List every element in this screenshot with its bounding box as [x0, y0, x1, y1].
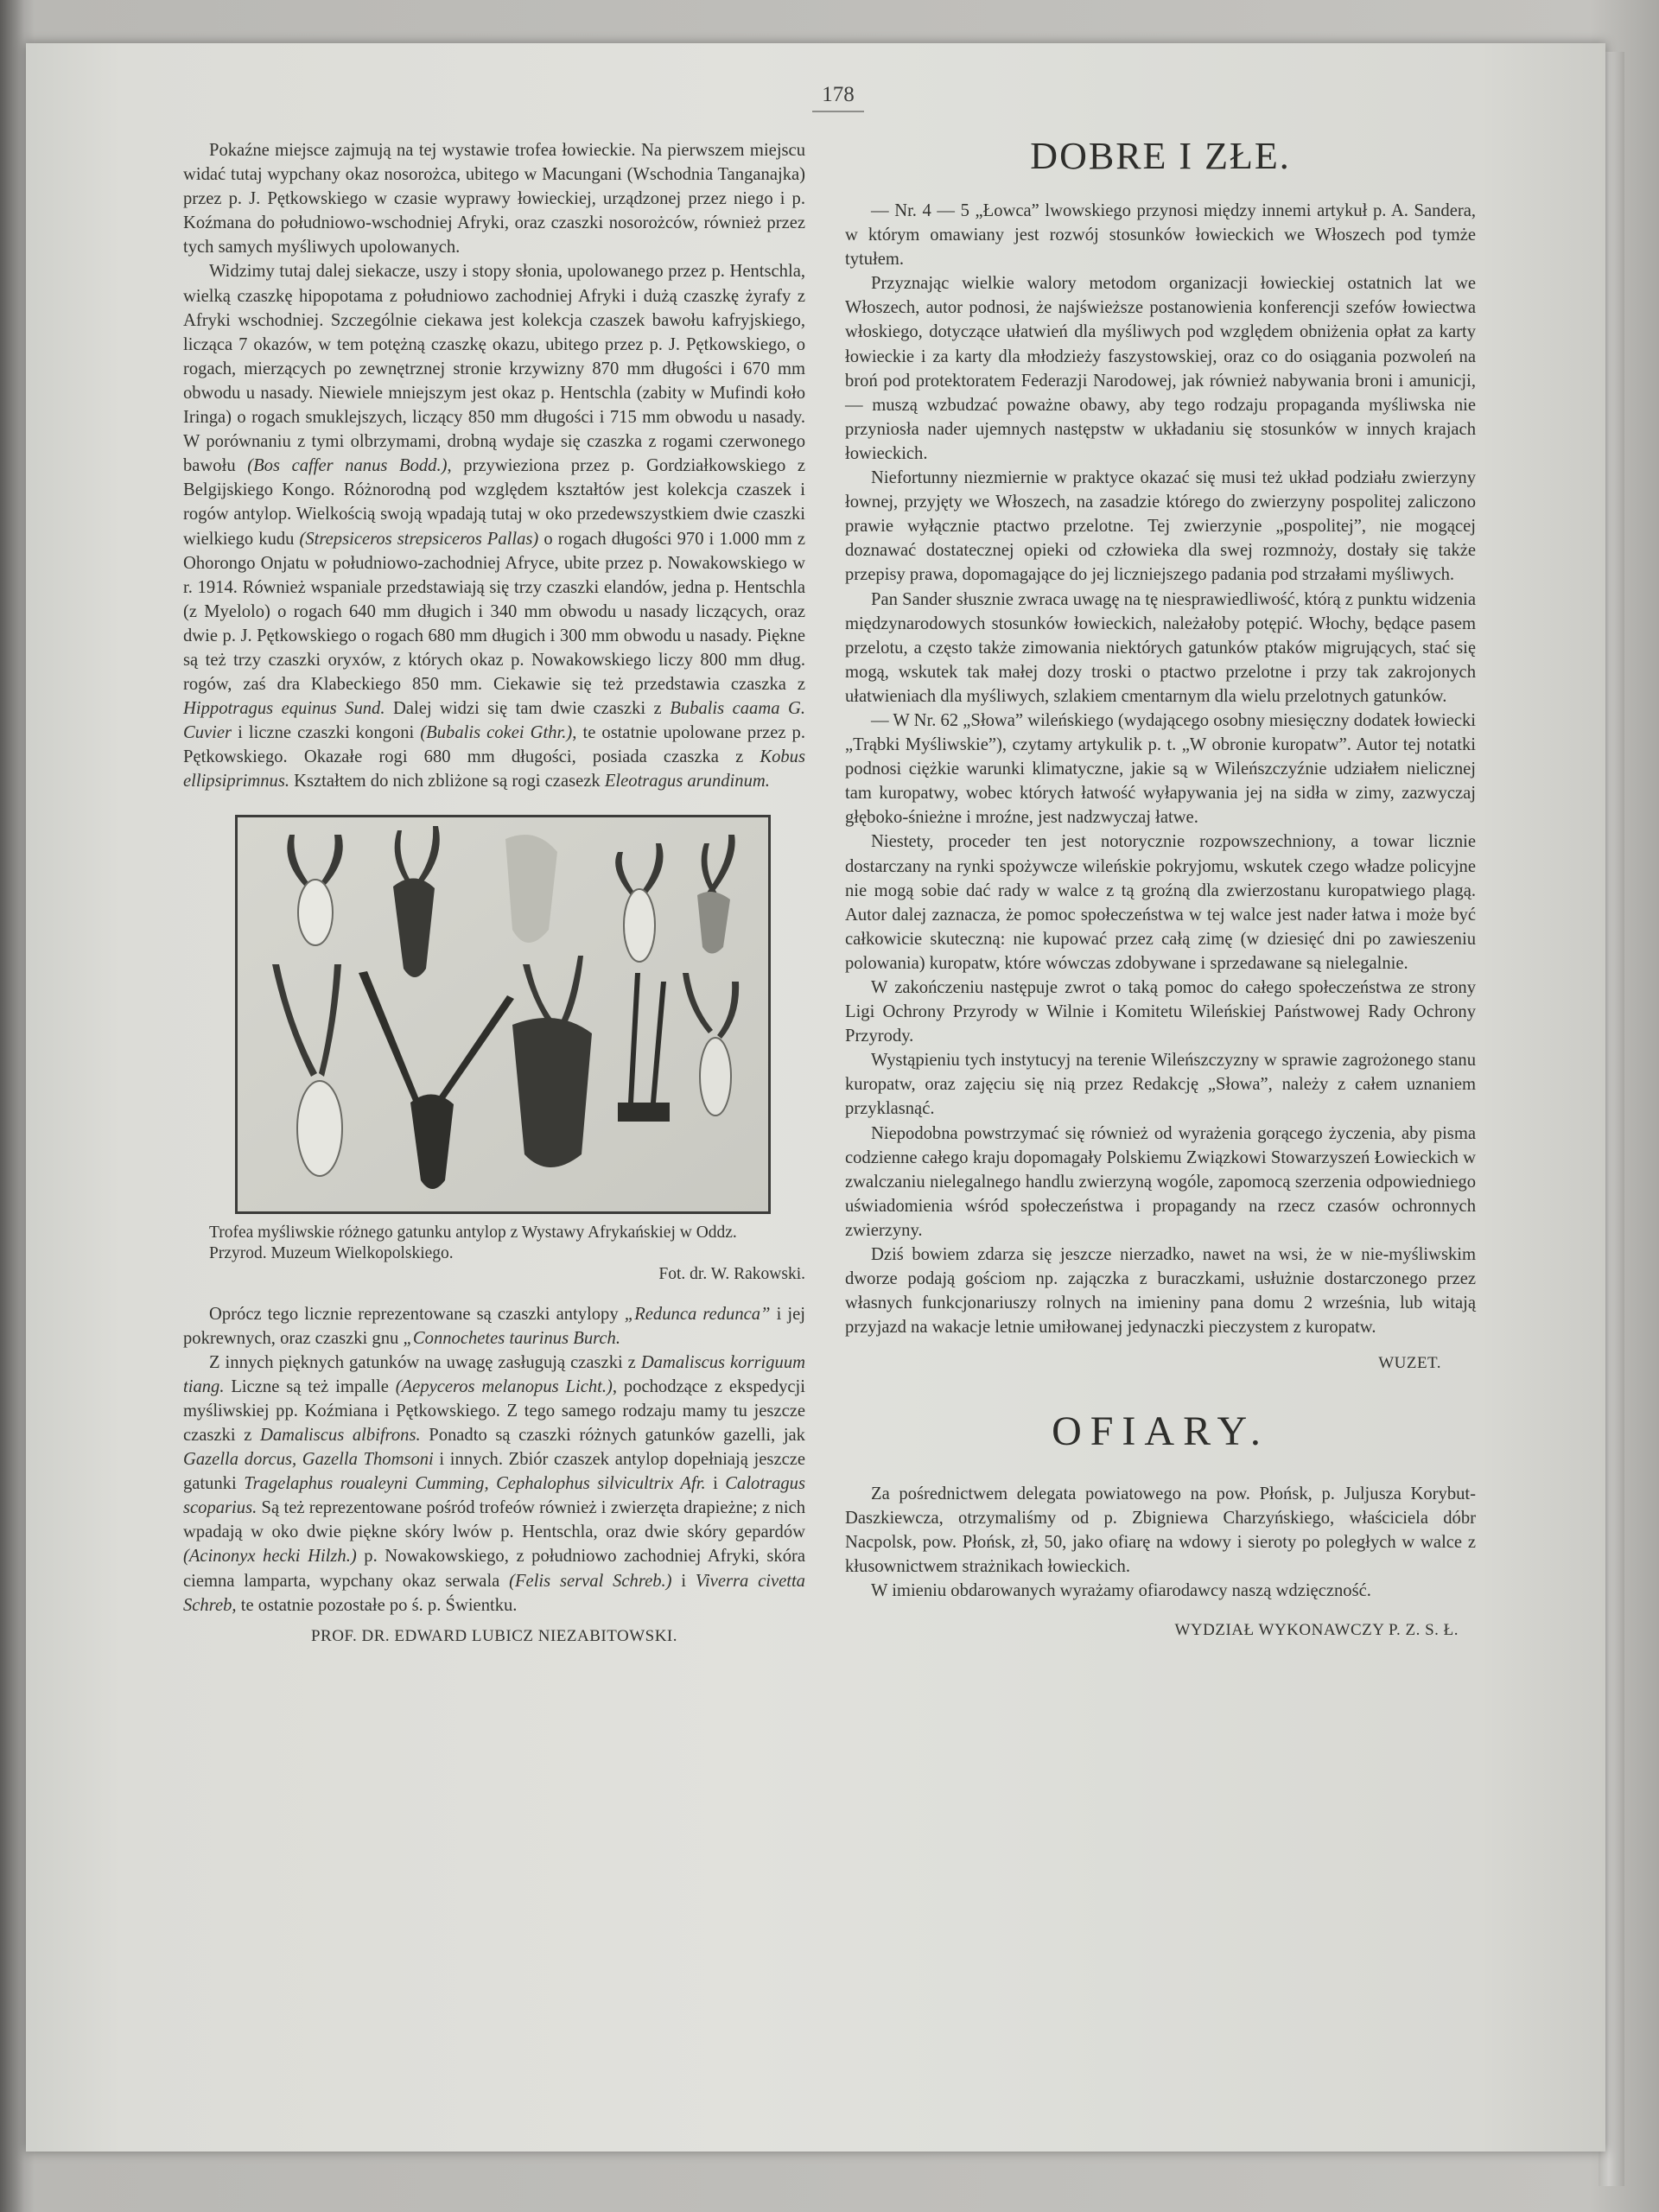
paragraph: Niestety, proceder ten jest notorycznie rozpowszechniony, a towar licznie dostarczany na rynki spożywcze wileńskie pokryjomu, wskutek czego władze policyjne nie mogą sobie dać rady w walce z tą groźną dla zwierzostanu kuropatwiego plagą. Autor dalej zaznacza, że pomoc społeczeństwa w tej walce jest nader łatwa i może być całkowicie skuteczną: nie kupować przez całą zimę (w dziesięć dni po zawieszeniu polowania) kuropatw, które wówczas zdobywane i sprzedawane są nielegalnie. [845, 832, 1476, 973]
paragraph: Dziś bowiem zdarza się jeszcze nierzadko, nawet na wsi, że w nie-myśliwskim dworze podają gościom np. zajączka z buraczkami, usłużnie dostarczonego przez własnych funkcjonariuszy rolnych na imieniny pana domu 2 września, lub witają przyjazd na wakacje letnie umiłowanej jedynaczki pieczystem z kuropatw. [845, 1245, 1476, 1338]
article-signature: PROF. DR. EDWARD LUBICZ NIEZABITOWSKI. [310, 1626, 678, 1645]
paragraph: Przyznając wielkie walory metodom organizacji łowieckiej ostatnich lat we Włoszech, autor podnosi, że najświeższe postanowienia konferencji szefów łowiectwa włoskiego, dotyczące ułatwień dla myśliwych pod względem obniżenia opłat za karty łowieckie i za karty dla młodzieży faszystowskiej, oraz co do osiągania pozwoleń na broń pod protektoratem Federazji Narodowej, jak również nabywania broni i amunicji, — muszą wzbudzać poważne obawy, aby tego rodzaju propaganda myśliwska nie przyniosła nader ujemnych następstw w układaniu się stosunków w innych krajach łowieckich. [845, 274, 1476, 463]
paragraph: — Nr. 4 — 5 „Łowca” lwowskiego przynosi między innemi artykuł p. A. Sandera, w którym omawiany jest rozwój stosunków łowieckich we Włoszech pod tymże tytułem. [845, 201, 1476, 270]
right-column [845, 126, 1476, 1643]
paragraph: Pan Sander słusznie zwraca uwagę na tę niesprawiedliwość, którą z punktu widzenia międzynarodowych stosunków łowieckich, należałoby potępić. Włochy, będące pasem przelotu, a często także zimowania niektórych gatunków ptaków migrujących, stać się mogą, wskutek tak małej dozy troski o ptactwo przelotne i przy tak zakrojonych ułatwieniach dla myśliwych, szlakiem cmentarnym dla wielu przelotnych gatunków. [845, 589, 1476, 706]
paragraph: Pokaźne miejsce zajmują na tej wystawie trofea łowieckie. Na pierwszem miejscu widać tutaj wypchany okaz nosorożca, ubitego w Macungani (Wschodnia Tanganajka) przez p. J. Pętkowskiego w czasie wyprawy łowieckiej, urządzonej przez niego i p. Koźmana do południowo-wschodniej Afryki, oraz czaszki nosorożców, również przez tych samych myśliwych upolowanych. [183, 141, 805, 257]
section-title-ofiary: OFIARY. [1052, 1408, 1269, 1454]
antelope-trophies-photo [235, 815, 771, 1214]
paragraph: Wystąpieniu tych instytucyj na terenie Wileńszczyzny w sprawie zagrożonego stanu kuropatw, oraz zajęciu się nią przez Redakcję „Słowa”, należy z całem uznaniem przyklasnąć. [845, 1051, 1476, 1119]
left-column [183, 138, 805, 1649]
photo-caption: Trofea myśliwskie różnego gatunku antylop z Wystawy Afrykańskiej w Oddz. Przyrod. Muzeum Wielkopolskiego. [209, 1223, 737, 1262]
paragraph: Oprócz tego licznie reprezentowane są czaszki antylopy „Redunca redunca” i jej pokrewnych, oraz czaszki gnu „Connochetes taurinus Burch. [183, 1304, 806, 1348]
paragraph: W imieniu obdarowanych wyrażamy ofiarodawcy naszą wdzięczność. [871, 1580, 1371, 1600]
paragraph: Widzimy tutaj dalej siekacze, uszy i stopy słonia, upolowanego przez p. Hentschla, wielką czaszkę hipopotama z południowo zachodniej Afryki i dużą czaszkę żyrafy z Afryki wschodniej. Szczególnie ciekawa jest kolekcja czaszek bawołu kafryjskiego, licząca 7 okazów, w tem potężną czaszkę okazu, ubitego przez p. J. Pętkowskiego, o rogach, mierzących po zewnętrznej stronie krzywizny 870 mm długości i 670 mm obwodu u nasady. Niewiele mniejszym jest okaz p. Hentschla (zabity w Mufindi koło Iringa) o rogach smuklejszych, liczący 850 mm długości i 715 mm obwodu u nasady. W porównaniu z tymi olbrzymami, drobną wydaje się czaszka z rogami czerwonego bawołu (Bos caffer nanus Bodd.), przywieziona przez p. Gordziałkowskiego z Belgijskiego Kongo. Różnorodną pod względem kształtów jest kolekcja czaszek i rogów antylop. Wielkością swoją wpadają tutaj w oko przedewszystkiem dwie czaszki wielkiego kudu (Strepsiceros strepsiceros Pallas) o rogach długości 970 i 1.000 mm z Ohorongo Onjatu w południowo-zachodniej Afryce, ubite przez p. Nowakowskiego w r. 1914. Również wspaniale przedstawiają się trzy czaszki elandów, jedna p. Hentschla (z Myelolo) o rogach 640 mm długich i 340 mm obwodu u nasady liczących, oraz dwie p. J. Pętkowskiego o rogach 680 mm długich i 300 mm obwodu u nasady. Piękne są też trzy czaszki oryxów, z których okaz p. Nowakowskiego liczy 800 mm dług. rogów, zaś dra Klabeckiego 850 mm. Ciekawie się też przedstawia czaszka z Hippotragus equinus Sund. Dalej widzi się tam dwie czaszki z Bubalis caama G. Cuvier i liczne czaszki kongoni (Bubalis cokei Gthr.), te ostatnie upolowane przez p. Pętkowskiego. Okazałe rogi 680 mm długości, posiada czaszka z Kobus ellipsiprimnus. Kształtem do nich zbliżone są rogi czasezk Eleotragus arundinum. [183, 262, 805, 791]
paragraph: Niepodobna powstrzymać się również od wyrażenia gorącego życzenia, aby pisma codzienne całego kraju dopomagały Polskiemu Związkowi Stowarzyszeń Łowieckich w zwalczaniu nielegalnego handlu zwierzyną wogóle, zapomocą szerzenia odpowiedniego uświadomienia wśród społeczeństwa i propagandy na rzecz czasów ochronnych zwierzyny. [845, 1123, 1476, 1240]
paragraph: Niefortunny niezmiernie w praktyce okazać się musi też układ podziału zwierzyny łownej, przyjęty we Włoszech, na zasadzie którego do zwierzyny pospolitej zaliczono prawie wyłącznie ptactwo przelotne. Tej zwierzynie „pospolitej”, nie mogącej doznawać dostatecznej opieki od człowieka dla swej rozmnoży, dostały się także przepisy prawa, dopomagające do jej liczniejszego padania pod strzałami myśliwych. [845, 468, 1476, 585]
section-signature: WUZET. [1378, 1354, 1441, 1373]
ofiary-signature: WYDZIAŁ WYKONAWCZY P. Z. S. Ł. [1174, 1620, 1459, 1639]
paragraph: W zakończeniu następuje zwrot o taką pomoc do całego społeczeństwa ze strony Ligi Ochrony Przyrody w Wilnie i Komitetu Wileńskiej Państwowej Rady Ochrony Przyrody. [845, 978, 1476, 1046]
photo-credit: Fot. dr. W. Rakowski. [658, 1264, 805, 1283]
paragraph: Z innych pięknych gatunków na uwagę zasługują czaszki z Damaliscus korriguum tiang. Liczne są też impalle (Aepyceros melanopus Licht.), pochodzące z ekspedycji myśliwskiej pp. Koźmiana i Pętkowskiego. Z tego samego rodzaju mamy tu jeszcze czaszki z Damaliscus albifrons. Ponadto są czaszki różnych gatunków gazelli, jak Gazella dorcus, Gazella Thomsoni i innych. Zbiór czaszek antylop dopełniają jeszcze gatunki Tragelaphus roualeyni Cumming, Cephalophus silvicultrix Afr. i Calotragus scoparius. Są też reprezentowane pośród trofeów również i zwierzęta drapieżne; z nich wpadają w oko dwie piękne skóry lwów p. Hentschla, oraz dwie skóry gepardów (Acinonyx hecki Hilzh.) p. Nowakowskiego, z południowo zachodniej Afryki, skóra ciemna lamparta, wypchany okaz serwala (Felis serval Schreb.) i Viverra civetta Schreb, te ostatnie pozostałe po ś. p. Świentku. [183, 1352, 806, 1615]
paragraph: Za pośrednictwem delegata powiatowego na pow. Płońsk, p. Juljusza Korybut-Daszkiewcza, otrzymaliśmy od p. Zbigniewa Charzyńskiego, właściciela dóbr Nacpolsk, pow. Płońsk, zł, 50, jako ofiarę na wdowy i sieroty po poległych w walce z kłusownictwem strażnikach łowieckich. [845, 1484, 1476, 1576]
trophy-illustration [238, 817, 768, 1211]
paragraph: — W Nr. 62 „Słowa” wileńskiego (wydającego osobny miesięczny dodatek łowiecki „Trąbki Myśliwskie”), czytamy artykulik p. t. „W obronie kuropatw”. Autor tej notatki podnosi ciężkie warunki klimatyczne, jakie są w Wileńszczyźnie udziałem nielicznej tam kuropatwy, wobec których łatwość wyłapywania jej na sidła w zimy, zazwyczaj głęboko-śnieżne i mroźne, jest nadzwyczaj łatwe. [845, 710, 1476, 828]
page-number: 178 [812, 83, 864, 112]
section-title: DOBRE I ZŁE. [1030, 135, 1291, 177]
